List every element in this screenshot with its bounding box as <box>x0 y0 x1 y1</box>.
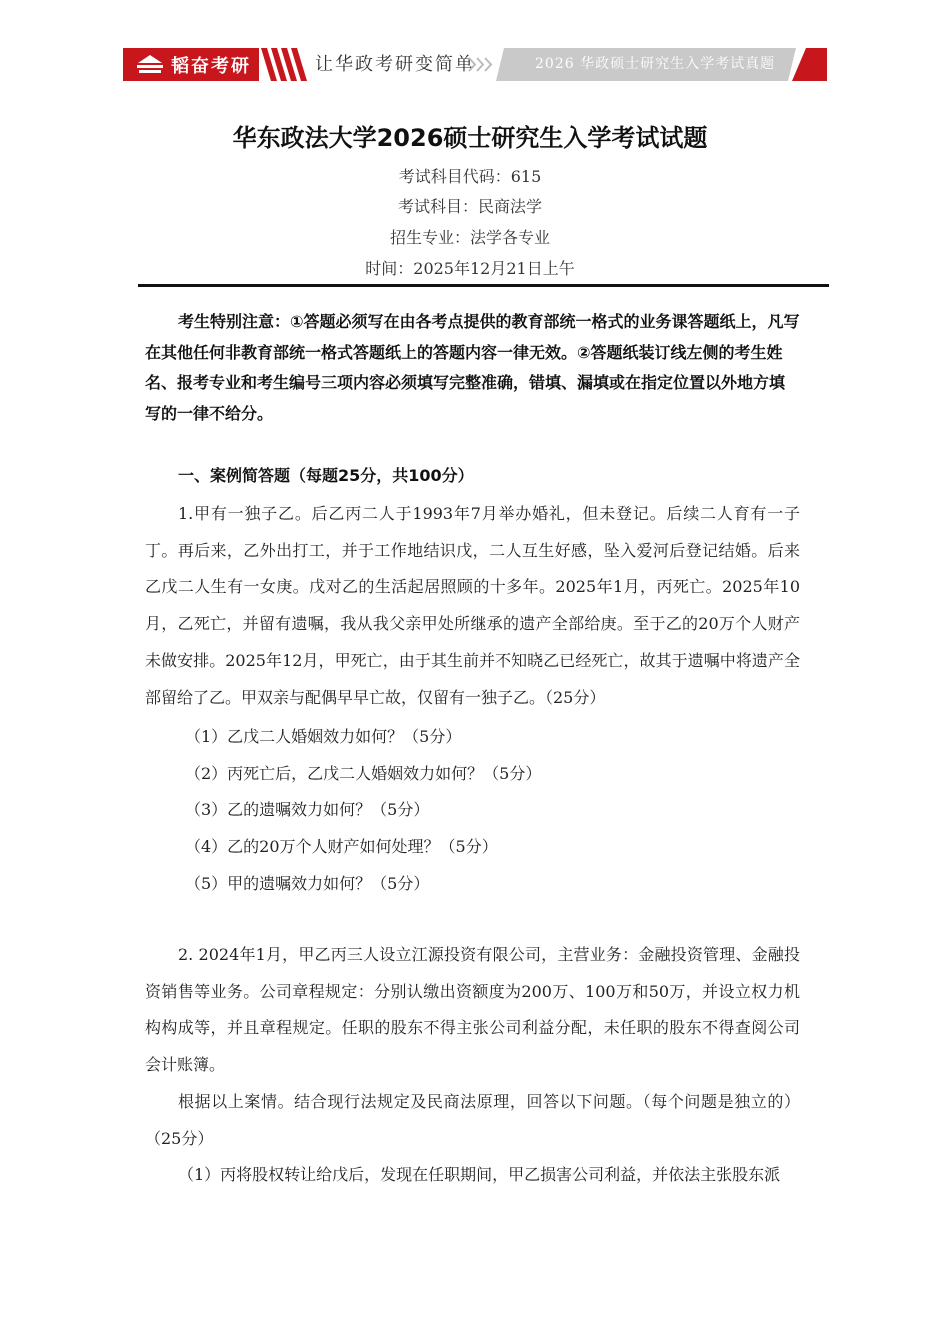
question-1-sub-3: （3）乙的遗嘱效力如何？（5分） <box>185 800 430 819</box>
question-1-sub-1: （1）乙戊二人婚姻效力如何？（5分） <box>185 727 462 746</box>
subject-code: 考试科目代码：615 <box>398 167 542 186</box>
question-1-sub-2: （2）丙死亡后，乙戊二人婚姻效力如何？（5分） <box>185 764 542 783</box>
brand-name: 韬奋考研 <box>171 55 251 77</box>
subject-name: 考试科目：民商法学 <box>397 197 542 216</box>
question-1-sub-5: （5）甲的遗嘱效力如何？（5分） <box>185 874 430 893</box>
chevrons-decoration <box>466 48 496 81</box>
header-banner <box>123 48 827 81</box>
enrollment-major: 招生专业：法学各专业 <box>389 228 550 247</box>
brand-block <box>123 48 259 81</box>
tag-red-end <box>792 48 827 81</box>
question-1-sub-4: （4）乙的20万个人财产如何处理？（5分） <box>185 837 498 856</box>
question-2-instruction: 根据以上案情。结合现行法规定及民商法原理，回答以下问题。（每个问题是独立的）（25分） <box>145 1092 800 1148</box>
exam-tag: 2026 华政硕士研究生入学考试真题 <box>535 56 776 72</box>
red-stripes-decoration <box>259 48 309 81</box>
question-1-text: 1.甲有一独子乙。后乙丙二人于1993年7月举办婚礼，但未登记。后续二人育有一子丁。再后来，乙外出打工，并于工作地结识戊，二人互生好感，坠入爱河后登记结婚。后来乙戊二人生有一女庚。戊对乙的生活起居照顾的十多年。2025年1月，丙死亡。2025年10月，乙死亡，并留有遗嘱，我从我父亲甲处所继承的遗产全部给庚。至于乙的20万个人财产未做安排。2025年12月，甲死亡，由于其生前并不知晓乙已经死亡，故其于遗嘱中将遗产全部留给了乙。甲双亲与配偶早早亡故，仅留有一独子乙。（25分） <box>145 504 800 707</box>
slogan: 让华政考研变简单 <box>315 54 475 75</box>
question-2-sub-1: （1）丙将股权转让给戊后，发现在任职期间，甲乙损害公司利益，并依法主张股东派 <box>178 1165 781 1184</box>
divider <box>138 284 829 287</box>
graduation-cap-logo-icon <box>135 54 165 76</box>
exam-time: 时间：2025年12月21日上午 <box>365 259 575 278</box>
exam-title: 华东政法大学2026硕士研究生入学考试试题 <box>232 124 708 152</box>
candidate-notice: 考生特别注意：①答题必须写在由各考点提供的教育部统一格式的业务课答题纸上，凡写在其他任何非教育部统一格式答题纸上的答题内容一律无效。②答题纸装订线左侧的考生姓名、报考专业和考生编号三项内容必须填写完整准确，错填、漏填或在指定位置以外地方填写的一律不给分。 <box>145 312 800 423</box>
question-2-text: 2. 2024年1月，甲乙丙三人设立江源投资有限公司，主营业务：金融投资管理、金融投资销售等业务。公司章程规定：分别认缴出资额度为200万、100万和50万，并设立权力机构构成等，并且章程规定。任职的股东不得主张公司利益分配，未任职的股东不得查阅公司会计账簿。 <box>145 945 800 1075</box>
section-heading: 一、案例简答题（每题25分，共100分） <box>178 466 474 485</box>
